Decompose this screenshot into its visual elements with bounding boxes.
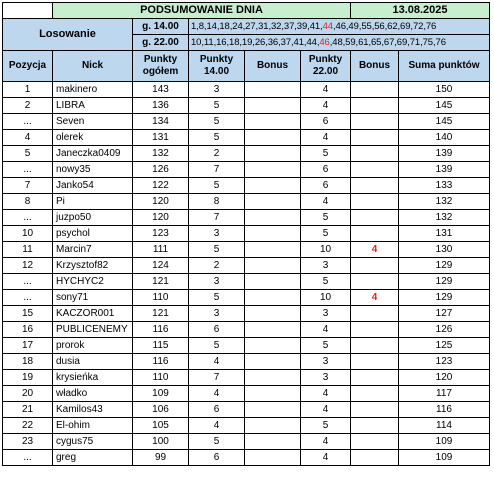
row-position: 10: [3, 226, 53, 242]
row-position: ...: [3, 210, 53, 226]
row-sum: 132: [399, 210, 490, 226]
row-total: 105: [133, 418, 189, 434]
row-points-1400: 6: [189, 402, 245, 418]
table-row: [3, 82, 490, 98]
row-sum: 117: [399, 386, 490, 402]
col-header-position: Pozycja: [3, 51, 53, 82]
row-points-2200: 5: [301, 146, 351, 162]
row-points-1400: 6: [189, 450, 245, 466]
row-points-2200: 4: [301, 322, 351, 338]
row-bonus-2200: [351, 146, 399, 162]
row-position: 1: [3, 82, 53, 98]
row-nick: El-ohim: [53, 418, 133, 434]
table-row: [3, 354, 490, 370]
row-position: ...: [3, 162, 53, 178]
table-row: [3, 146, 490, 162]
row-points-2200: 6: [301, 178, 351, 194]
row-nick: makinero: [53, 82, 133, 98]
row-position: ...: [3, 450, 53, 466]
row-total: 121: [133, 306, 189, 322]
row-bonus-2200: [351, 306, 399, 322]
row-total: 110: [133, 290, 189, 306]
draw-numbers-2200: 10,11,16,18,19,26,36,37,41,44,46,48,59,61,65,67,69,71,75,76: [189, 35, 490, 51]
row-position: 16: [3, 322, 53, 338]
row-bonus-1400: [245, 146, 301, 162]
row-nick: nowy35: [53, 162, 133, 178]
row-position: ...: [3, 274, 53, 290]
row-bonus-1400: [245, 402, 301, 418]
row-points-1400: 3: [189, 226, 245, 242]
row-bonus-1400: [245, 226, 301, 242]
row-position: 4: [3, 130, 53, 146]
row-position: 21: [3, 402, 53, 418]
table-row: [3, 162, 490, 178]
table-row: [3, 130, 490, 146]
row-nick: greg: [53, 450, 133, 466]
row-points-2200: 4: [301, 434, 351, 450]
row-points-2200: 5: [301, 274, 351, 290]
table-row: [3, 178, 490, 194]
row-bonus-1400: [245, 82, 301, 98]
row-nick: sony71: [53, 290, 133, 306]
row-bonus-2200: [351, 194, 399, 210]
row-nick: krysieńka: [53, 370, 133, 386]
col-header-bonus-1400: Bonus: [245, 51, 301, 82]
row-nick: Janko54: [53, 178, 133, 194]
row-total: 136: [133, 98, 189, 114]
row-total: 115: [133, 338, 189, 354]
col-header-sum: Suma punktów: [399, 51, 490, 82]
row-total: 109: [133, 386, 189, 402]
row-bonus-2200: [351, 338, 399, 354]
row-points-1400: 4: [189, 386, 245, 402]
row-sum: 131: [399, 226, 490, 242]
row-bonus-2200: [351, 274, 399, 290]
row-bonus-2200: [351, 210, 399, 226]
row-nick: olerek: [53, 130, 133, 146]
row-position: 12: [3, 258, 53, 274]
row-sum: 125: [399, 338, 490, 354]
row-nick: Kamilos43: [53, 402, 133, 418]
row-points-1400: 5: [189, 114, 245, 130]
table-row: [3, 306, 490, 322]
summary-table: [2, 2, 490, 466]
row-position: 22: [3, 418, 53, 434]
row-bonus-1400: [245, 354, 301, 370]
row-points-1400: 2: [189, 258, 245, 274]
row-points-1400: 5: [189, 290, 245, 306]
row-bonus-2200: [351, 130, 399, 146]
row-bonus-2200: [351, 322, 399, 338]
row-points-2200: 4: [301, 450, 351, 466]
row-points-1400: 3: [189, 82, 245, 98]
table-row: [3, 98, 490, 114]
row-points-2200: 3: [301, 354, 351, 370]
row-sum: 133: [399, 178, 490, 194]
row-nick: Seven: [53, 114, 133, 130]
row-points-2200: 4: [301, 194, 351, 210]
row-sum: 129: [399, 290, 490, 306]
table-row: [3, 450, 490, 466]
row-points-1400: 5: [189, 98, 245, 114]
results-body: [3, 82, 490, 466]
row-bonus-1400: [245, 210, 301, 226]
row-sum: 130: [399, 242, 490, 258]
col-header-points-1400: Punkty 14.00: [189, 51, 245, 82]
row-total: 106: [133, 402, 189, 418]
row-total: 121: [133, 274, 189, 290]
row-points-2200: 6: [301, 162, 351, 178]
row-position: ...: [3, 114, 53, 130]
table-row: [3, 434, 490, 450]
row-sum: 145: [399, 98, 490, 114]
row-bonus-1400: [245, 386, 301, 402]
row-points-2200: 5: [301, 226, 351, 242]
row-bonus-1400: [245, 450, 301, 466]
row-sum: 132: [399, 194, 490, 210]
row-total: 111: [133, 242, 189, 258]
row-sum: 139: [399, 162, 490, 178]
row-sum: 109: [399, 434, 490, 450]
row-points-1400: 7: [189, 210, 245, 226]
table-row: [3, 290, 490, 306]
row-bonus-1400: [245, 322, 301, 338]
row-points-1400: 8: [189, 194, 245, 210]
row-total: 120: [133, 194, 189, 210]
row-nick: dusia: [53, 354, 133, 370]
row-points-1400: 5: [189, 434, 245, 450]
table-row: [3, 242, 490, 258]
row-total: 123: [133, 226, 189, 242]
row-bonus-2200: [351, 98, 399, 114]
row-bonus-1400: [245, 130, 301, 146]
page-title: PODSUMOWANIE DNIA: [53, 3, 351, 19]
row-points-2200: 4: [301, 402, 351, 418]
row-nick: Janeczka0409: [53, 146, 133, 162]
row-points-2200: 10: [301, 242, 351, 258]
row-points-1400: 4: [189, 418, 245, 434]
row-points-2200: 5: [301, 210, 351, 226]
row-bonus-2200: [351, 162, 399, 178]
row-nick: psychol: [53, 226, 133, 242]
row-nick: Pi: [53, 194, 133, 210]
row-nick: PUBLICENEMY: [53, 322, 133, 338]
row-points-1400: 2: [189, 146, 245, 162]
row-nick: cygus75: [53, 434, 133, 450]
row-bonus-1400: [245, 178, 301, 194]
row-total: 132: [133, 146, 189, 162]
row-bonus-2200: [351, 370, 399, 386]
row-points-2200: 4: [301, 82, 351, 98]
row-position: 19: [3, 370, 53, 386]
row-nick: KACZOR001: [53, 306, 133, 322]
row-bonus-1400: [245, 242, 301, 258]
row-sum: 140: [399, 130, 490, 146]
table-row: [3, 386, 490, 402]
row-position: 5: [3, 146, 53, 162]
row-total: 110: [133, 370, 189, 386]
draw-time-2200: g. 22.00: [133, 35, 189, 51]
row-points-2200: 6: [301, 114, 351, 130]
row-bonus-1400: [245, 290, 301, 306]
row-points-2200: 3: [301, 370, 351, 386]
row-sum: 145: [399, 114, 490, 130]
draw-time-1400: g. 14.00: [133, 19, 189, 35]
row-position: 23: [3, 434, 53, 450]
row-points-2200: 4: [301, 386, 351, 402]
row-points-1400: 3: [189, 274, 245, 290]
row-sum: 114: [399, 418, 490, 434]
row-bonus-2200: [351, 402, 399, 418]
draw-numbers-1400: 1,8,14,18,24,27,31,32,37,39,41,44,46,49,55,56,62,69,72,76: [189, 19, 490, 35]
table-row: [3, 402, 490, 418]
row-points-1400: 4: [189, 354, 245, 370]
table-row: [3, 322, 490, 338]
row-sum: 123: [399, 354, 490, 370]
row-bonus-1400: [245, 418, 301, 434]
col-header-bonus-2200: Bonus: [351, 51, 399, 82]
row-total: 126: [133, 162, 189, 178]
row-position: 18: [3, 354, 53, 370]
row-sum: 150: [399, 82, 490, 98]
row-bonus-1400: [245, 114, 301, 130]
row-nick: Marcin7: [53, 242, 133, 258]
row-nick: LIBRA: [53, 98, 133, 114]
row-position: 11: [3, 242, 53, 258]
row-sum: 120: [399, 370, 490, 386]
row-bonus-1400: [245, 434, 301, 450]
table-row: [3, 338, 490, 354]
row-total: 120: [133, 210, 189, 226]
row-position: 15: [3, 306, 53, 322]
draw-label: Losowanie: [3, 19, 133, 51]
table-row: [3, 418, 490, 434]
table-row: [3, 370, 490, 386]
row-position: 2: [3, 98, 53, 114]
row-bonus-1400: [245, 194, 301, 210]
row-nick: władko: [53, 386, 133, 402]
summary-sheet: [2, 2, 490, 466]
row-points-2200: 4: [301, 130, 351, 146]
row-bonus-1400: [245, 306, 301, 322]
table-row: [3, 274, 490, 290]
row-bonus-1400: [245, 98, 301, 114]
row-sum: 116: [399, 402, 490, 418]
row-sum: 127: [399, 306, 490, 322]
row-bonus-2200: [351, 258, 399, 274]
row-total: 100: [133, 434, 189, 450]
col-header-nick: Nick: [53, 51, 133, 82]
row-points-1400: 5: [189, 130, 245, 146]
row-sum: 109: [399, 450, 490, 466]
row-bonus-1400: [245, 274, 301, 290]
row-bonus-1400: [245, 370, 301, 386]
row-points-2200: 3: [301, 306, 351, 322]
row-points-1400: 6: [189, 322, 245, 338]
row-points-2200: 10: [301, 290, 351, 306]
row-bonus-2200: [351, 354, 399, 370]
table-row: [3, 258, 490, 274]
row-points-2200: 3: [301, 258, 351, 274]
row-bonus-2200: [351, 386, 399, 402]
row-sum: 129: [399, 258, 490, 274]
row-total: 143: [133, 82, 189, 98]
row-points-1400: 5: [189, 338, 245, 354]
row-bonus-2200: [351, 82, 399, 98]
col-header-total: Punkty ogółem: [133, 51, 189, 82]
table-row: [3, 226, 490, 242]
row-position: ...: [3, 290, 53, 306]
row-bonus-1400: [245, 338, 301, 354]
row-bonus-2200: 4: [351, 290, 399, 306]
row-total: 131: [133, 130, 189, 146]
row-bonus-2200: [351, 434, 399, 450]
col-header-points-2200: Punkty 22.00: [301, 51, 351, 82]
table-row: [3, 210, 490, 226]
row-points-1400: 7: [189, 162, 245, 178]
row-points-2200: 4: [301, 98, 351, 114]
row-points-2200: 5: [301, 418, 351, 434]
row-bonus-2200: [351, 418, 399, 434]
row-nick: HYCHYC2: [53, 274, 133, 290]
row-bonus-2200: 4: [351, 242, 399, 258]
row-position: 8: [3, 194, 53, 210]
row-nick: juzpo50: [53, 210, 133, 226]
row-bonus-2200: [351, 450, 399, 466]
row-bonus-1400: [245, 258, 301, 274]
row-points-1400: 5: [189, 178, 245, 194]
row-position: 7: [3, 178, 53, 194]
row-total: 99: [133, 450, 189, 466]
date-label: 13.08.2025: [351, 3, 490, 19]
row-points-1400: 7: [189, 370, 245, 386]
row-bonus-2200: [351, 114, 399, 130]
row-total: 116: [133, 322, 189, 338]
corner-cell: [3, 3, 53, 19]
row-sum: 126: [399, 322, 490, 338]
table-row: [3, 114, 490, 130]
row-bonus-2200: [351, 226, 399, 242]
row-sum: 139: [399, 146, 490, 162]
row-position: 17: [3, 338, 53, 354]
row-nick: Krzysztof82: [53, 258, 133, 274]
row-sum: 129: [399, 274, 490, 290]
row-bonus-2200: [351, 178, 399, 194]
row-points-1400: 3: [189, 306, 245, 322]
row-points-1400: 5: [189, 242, 245, 258]
row-points-2200: 5: [301, 338, 351, 354]
row-nick: prorok: [53, 338, 133, 354]
row-total: 134: [133, 114, 189, 130]
row-total: 116: [133, 354, 189, 370]
table-row: [3, 194, 490, 210]
row-position: 20: [3, 386, 53, 402]
row-total: 124: [133, 258, 189, 274]
row-total: 122: [133, 178, 189, 194]
row-bonus-1400: [245, 162, 301, 178]
